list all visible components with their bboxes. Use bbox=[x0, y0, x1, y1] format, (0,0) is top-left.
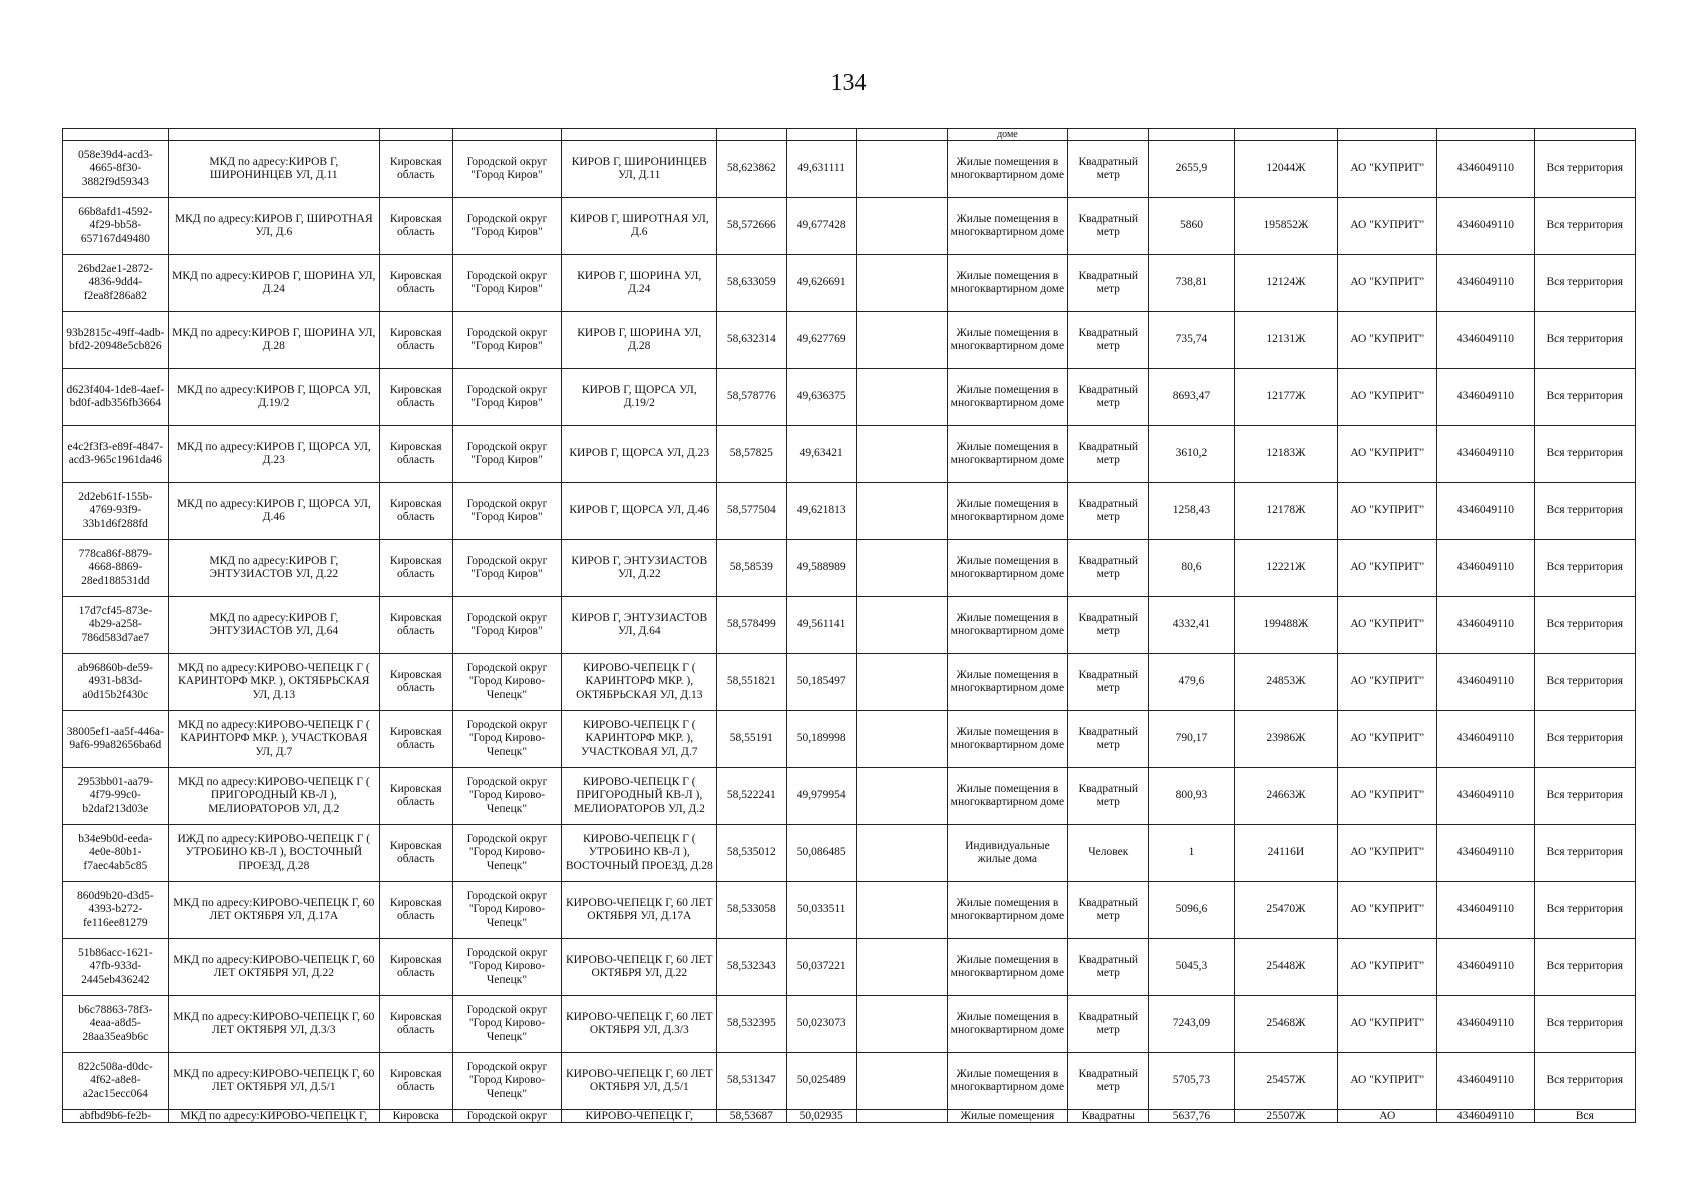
district-cell: Городской округ "Город Киров" bbox=[452, 597, 562, 654]
quantity-cell: 4332,41 bbox=[1149, 597, 1234, 654]
empty-cell bbox=[856, 369, 947, 426]
inn-cell: 4346049110 bbox=[1437, 312, 1534, 369]
quantity-cell: 738,81 bbox=[1149, 255, 1234, 312]
object-type-cell: Жилые помещения bbox=[947, 1110, 1068, 1123]
table-row bbox=[63, 483, 1636, 540]
company-cell: АО "КУПРИТ" bbox=[1338, 141, 1437, 198]
object-id-cell: 2d2eb61f-155b-4769-93f9-33b1d6f288fd bbox=[63, 483, 169, 540]
company-cell: АО bbox=[1338, 1110, 1437, 1123]
account-number-cell: 12131Ж bbox=[1234, 312, 1338, 369]
table-row bbox=[63, 996, 1636, 1053]
registry-body bbox=[63, 129, 1636, 1123]
object-name-cell: МКД по адресу:КИРОВ Г, ЩОРСА УЛ, Д.19/2 bbox=[168, 369, 379, 426]
object-name-cell: ИЖД по адресу:КИРОВО-ЧЕПЕЦК Г ( УТРОБИНО КВ-Л ), ВОСТОЧНЫЙ ПРОЕЗД, Д.28 bbox=[168, 825, 379, 882]
empty-cell bbox=[856, 141, 947, 198]
latitude-cell: 58,53687 bbox=[717, 1110, 786, 1123]
inn-cell: 4346049110 bbox=[1437, 255, 1534, 312]
address-cell: КИРОВО-ЧЕПЕЦК Г, 60 ЛЕТ ОКТЯБРЯ УЛ, Д.17А bbox=[562, 882, 717, 939]
territory-cell: Вся территория bbox=[1534, 996, 1636, 1053]
longitude-cell: 50,185497 bbox=[786, 654, 856, 711]
address-cell: КИРОВО-ЧЕПЕЦК Г, 60 ЛЕТ ОКТЯБРЯ УЛ, Д.22 bbox=[562, 939, 717, 996]
object-name-cell: МКД по адресу:КИРОВ Г, ШОРИНА УЛ, Д.28 bbox=[168, 312, 379, 369]
quantity-cell: 800,93 bbox=[1149, 768, 1234, 825]
unit-cell: Квадратный метр bbox=[1068, 483, 1149, 540]
region-cell: Кировская область bbox=[379, 483, 452, 540]
address-cell: КИРОВО-ЧЕПЕЦК Г ( КАРИНТОРФ МКР. ), ОКТЯБРЬСКАЯ УЛ, Д.13 bbox=[562, 654, 717, 711]
object-name-cell: МКД по адресу:КИРОВ Г, ШИРОНИНЦЕВ УЛ, Д.11 bbox=[168, 141, 379, 198]
object-name-cell: МКД по адресу:КИРОВО-ЧЕПЕЦК Г, 60 ЛЕТ ОКТЯБРЯ УЛ, Д.3/3 bbox=[168, 996, 379, 1053]
object-name-cell: МКД по адресу:КИРОВ Г, ЭНТУЗИАСТОВ УЛ, Д.22 bbox=[168, 540, 379, 597]
latitude-cell: 58,57825 bbox=[717, 426, 786, 483]
object-id-cell: 058e39d4-acd3-4665-8f30-3882f9d59343 bbox=[63, 141, 169, 198]
territory-cell: Вся территория bbox=[1534, 1053, 1636, 1110]
address-cell: КИРОВ Г, ШИРОТНАЯ УЛ, Д.6 bbox=[562, 198, 717, 255]
object-id-cell: d623f404-1de8-4aef-bd0f-adb356fb3664 bbox=[63, 369, 169, 426]
company-cell: АО "КУПРИТ" bbox=[1338, 597, 1437, 654]
empty-cell bbox=[856, 1110, 947, 1123]
company-cell: АО "КУПРИТ" bbox=[1338, 540, 1437, 597]
longitude-cell: 50,037221 bbox=[786, 939, 856, 996]
empty-cell bbox=[856, 426, 947, 483]
district-cell: Городской округ "Город Киров" bbox=[452, 255, 562, 312]
latitude-cell: 58,551821 bbox=[717, 654, 786, 711]
inn-cell: 4346049110 bbox=[1437, 882, 1534, 939]
territory-cell: Вся территория bbox=[1534, 312, 1636, 369]
object-type-cell: Жилые помещения в многоквартирном доме bbox=[947, 882, 1068, 939]
territory-cell: Вся территория bbox=[1534, 141, 1636, 198]
territory-cell: Вся территория bbox=[1534, 825, 1636, 882]
district-cell: Городской округ "Город Киров" bbox=[452, 369, 562, 426]
table-row bbox=[63, 882, 1636, 939]
empty-cell bbox=[856, 825, 947, 882]
object-id-cell: 778ca86f-8879-4668-8869-28ed188531dd bbox=[63, 540, 169, 597]
district-cell: Городской округ "Город Кирово-Чепецк" bbox=[452, 711, 562, 768]
account-number-cell: 24853Ж bbox=[1234, 654, 1338, 711]
latitude-cell: 58,578776 bbox=[717, 369, 786, 426]
district-cell: Городской округ bbox=[452, 1110, 562, 1123]
latitude-cell: 58,535012 bbox=[717, 825, 786, 882]
unit-cell: Квадратны bbox=[1068, 1110, 1149, 1123]
inn-cell: 4346049110 bbox=[1437, 768, 1534, 825]
district-cell: Городской округ "Город Киров" bbox=[452, 483, 562, 540]
longitude-cell: 49,631111 bbox=[786, 141, 856, 198]
object-id-cell: 66b8afd1-4592-4f29-bb58-657167d49480 bbox=[63, 198, 169, 255]
inn-cell: 4346049110 bbox=[1437, 198, 1534, 255]
district-cell: Городской округ "Город Киров" bbox=[452, 426, 562, 483]
object-name-cell: МКД по адресу:КИРОВО-ЧЕПЕЦК Г ( ПРИГОРОДНЫЙ КВ-Л ), МЕЛИОРАТОРОВ УЛ, Д.2 bbox=[168, 768, 379, 825]
region-cell: Кировская область bbox=[379, 198, 452, 255]
region-cell: Кировская область bbox=[379, 711, 452, 768]
table-row bbox=[63, 654, 1636, 711]
object-type-cell: Индивидуальные жилые дома bbox=[947, 825, 1068, 882]
object-type-cell: Жилые помещения в многоквартирном доме bbox=[947, 939, 1068, 996]
territory-cell: Вся территория bbox=[1534, 597, 1636, 654]
object-name-cell: МКД по адресу:КИРОВО-ЧЕПЕЦК Г, 60 ЛЕТ ОКТЯБРЯ УЛ, Д.17А bbox=[168, 882, 379, 939]
object-id-cell: b6c78863-78f3-4eaa-a8d5-28aa35ea9b6c bbox=[63, 996, 169, 1053]
object-type-cell: Жилые помещения в многоквартирном доме bbox=[947, 654, 1068, 711]
object-name-cell: МКД по адресу:КИРОВО-ЧЕПЕЦК Г ( КАРИНТОРФ МКР. ), ОКТЯБРЬСКАЯ УЛ, Д.13 bbox=[168, 654, 379, 711]
object-name-cell: МКД по адресу:КИРОВО-ЧЕПЕЦК Г, 60 ЛЕТ ОКТЯБРЯ УЛ, Д.22 bbox=[168, 939, 379, 996]
company-cell: АО "КУПРИТ" bbox=[1338, 483, 1437, 540]
object-type-cell: Жилые помещения в многоквартирном доме bbox=[947, 141, 1068, 198]
table-row bbox=[63, 939, 1636, 996]
region-cell: Кировская область bbox=[379, 141, 452, 198]
region-cell: Кировская область bbox=[379, 540, 452, 597]
longitude-cell: 50,033511 bbox=[786, 882, 856, 939]
object-id-cell: 26bd2ae1-2872-4836-9dd4-f2ea8f286a82 bbox=[63, 255, 169, 312]
quantity-cell: 2655,9 bbox=[1149, 141, 1234, 198]
latitude-cell: 58,577504 bbox=[717, 483, 786, 540]
table-row bbox=[63, 597, 1636, 654]
account-number-cell: 25457Ж bbox=[1234, 1053, 1338, 1110]
longitude-cell: 50,02935 bbox=[786, 1110, 856, 1123]
territory-cell: Вся территория bbox=[1534, 198, 1636, 255]
inn-cell: 4346049110 bbox=[1437, 711, 1534, 768]
region-cell: Кировская область bbox=[379, 312, 452, 369]
object-name-cell: МКД по адресу:КИРОВО-ЧЕПЕЦК Г, bbox=[168, 1110, 379, 1123]
district-cell: Городской округ "Город Киров" bbox=[452, 312, 562, 369]
territory-cell: Вся территория bbox=[1534, 711, 1636, 768]
account-number-cell: 12178Ж bbox=[1234, 483, 1338, 540]
longitude-cell: 49,627769 bbox=[786, 312, 856, 369]
company-cell: АО "КУПРИТ" bbox=[1338, 882, 1437, 939]
table-row bbox=[63, 711, 1636, 768]
object-name-cell: МКД по адресу:КИРОВ Г, ШИРОТНАЯ УЛ, Д.6 bbox=[168, 198, 379, 255]
table-row bbox=[63, 141, 1636, 198]
territory-cell: Вся bbox=[1534, 1110, 1636, 1123]
empty-cell bbox=[856, 768, 947, 825]
longitude-cell: 49,677428 bbox=[786, 198, 856, 255]
address-cell: КИРОВО-ЧЕПЕЦК Г ( ПРИГОРОДНЫЙ КВ-Л ), МЕЛИОРАТОРОВ УЛ, Д.2 bbox=[562, 768, 717, 825]
address-cell: КИРОВО-ЧЕПЕЦК Г, 60 ЛЕТ ОКТЯБРЯ УЛ, Д.5/1 bbox=[562, 1053, 717, 1110]
account-number-cell: 25507Ж bbox=[1234, 1110, 1338, 1123]
territory-cell: Вся территория bbox=[1534, 939, 1636, 996]
table-row bbox=[63, 825, 1636, 882]
address-cell: КИРОВ Г, ЩОРСА УЛ, Д.19/2 bbox=[562, 369, 717, 426]
region-cell: Кировская область bbox=[379, 768, 452, 825]
account-number-cell: 12183Ж bbox=[1234, 426, 1338, 483]
object-type-cell: Жилые помещения в многоквартирном доме bbox=[947, 996, 1068, 1053]
latitude-cell: 58,55191 bbox=[717, 711, 786, 768]
table-row bbox=[63, 312, 1636, 369]
object-name-cell: МКД по адресу:КИРОВО-ЧЕПЕЦК Г ( КАРИНТОРФ МКР. ), УЧАСТКОВАЯ УЛ, Д.7 bbox=[168, 711, 379, 768]
address-cell: КИРОВ Г, ЭНТУЗИАСТОВ УЛ, Д.22 bbox=[562, 540, 717, 597]
latitude-cell: 58,532343 bbox=[717, 939, 786, 996]
unit-cell: Квадратный метр bbox=[1068, 996, 1149, 1053]
quantity-cell: 479,6 bbox=[1149, 654, 1234, 711]
company-cell: АО "КУПРИТ" bbox=[1338, 255, 1437, 312]
object-type-cell: Жилые помещения в многоквартирном доме bbox=[947, 540, 1068, 597]
empty-cell bbox=[856, 312, 947, 369]
unit-cell: Квадратный метр bbox=[1068, 369, 1149, 426]
longitude-cell: 50,023073 bbox=[786, 996, 856, 1053]
territory-cell: Вся территория bbox=[1534, 540, 1636, 597]
table-row-partial bbox=[63, 1110, 1636, 1123]
object-name-cell: МКД по адресу:КИРОВ Г, ЭНТУЗИАСТОВ УЛ, Д.64 bbox=[168, 597, 379, 654]
district-cell: Городской округ "Город Кирово-Чепецк" bbox=[452, 768, 562, 825]
company-cell: АО "КУПРИТ" bbox=[1338, 654, 1437, 711]
company-cell: АО "КУПРИТ" bbox=[1338, 996, 1437, 1053]
object-type-cell: Жилые помещения в многоквартирном доме bbox=[947, 312, 1068, 369]
table-row bbox=[63, 369, 1636, 426]
object-type-cell: Жилые помещения в многоквартирном доме bbox=[947, 255, 1068, 312]
object-id-cell: e4c2f3f3-e89f-4847-acd3-965c1961da46 bbox=[63, 426, 169, 483]
quantity-cell: 80,6 bbox=[1149, 540, 1234, 597]
longitude-cell: 50,086485 bbox=[786, 825, 856, 882]
quantity-cell: 790,17 bbox=[1149, 711, 1234, 768]
account-number-cell: 25448Ж bbox=[1234, 939, 1338, 996]
region-cell: Кировская область bbox=[379, 426, 452, 483]
region-cell: Кировская область bbox=[379, 654, 452, 711]
object-name-cell: МКД по адресу:КИРОВО-ЧЕПЕЦК Г, 60 ЛЕТ ОКТЯБРЯ УЛ, Д.5/1 bbox=[168, 1053, 379, 1110]
table-row bbox=[63, 426, 1636, 483]
object-id-cell: 38005ef1-aa5f-446a-9af6-99a82656ba6d bbox=[63, 711, 169, 768]
inn-cell: 4346049110 bbox=[1437, 654, 1534, 711]
object-id-cell: ab96860b-de59-4931-b83d-a0d15b2f430c bbox=[63, 654, 169, 711]
empty-cell bbox=[856, 711, 947, 768]
quantity-cell: 1 bbox=[1149, 825, 1234, 882]
object-type-cell: Жилые помещения в многоквартирном доме bbox=[947, 597, 1068, 654]
region-cell: Кировская область bbox=[379, 369, 452, 426]
empty-cell bbox=[856, 882, 947, 939]
district-cell: Городской округ "Город Кирово-Чепецк" bbox=[452, 882, 562, 939]
address-cell: КИРОВ Г, ЭНТУЗИАСТОВ УЛ, Д.64 bbox=[562, 597, 717, 654]
quantity-cell: 3610,2 bbox=[1149, 426, 1234, 483]
latitude-cell: 58,58539 bbox=[717, 540, 786, 597]
registry-table bbox=[62, 128, 1636, 1123]
unit-cell: Квадратный метр bbox=[1068, 198, 1149, 255]
table-row bbox=[63, 198, 1636, 255]
latitude-cell: 58,572666 bbox=[717, 198, 786, 255]
longitude-cell: 49,588989 bbox=[786, 540, 856, 597]
company-cell: АО "КУПРИТ" bbox=[1338, 711, 1437, 768]
object-id-cell: 17d7cf45-873e-4b29-a258-786d583d7ae7 bbox=[63, 597, 169, 654]
quantity-cell: 1258,43 bbox=[1149, 483, 1234, 540]
account-number-cell: 24663Ж bbox=[1234, 768, 1338, 825]
address-cell: КИРОВ Г, ШИРОНИНЦЕВ УЛ, Д.11 bbox=[562, 141, 717, 198]
object-id-cell: 822c508a-d0dc-4f62-a8e8-a2ac15ecc064 bbox=[63, 1053, 169, 1110]
object-type-cell: Жилые помещения в многоквартирном доме bbox=[947, 198, 1068, 255]
district-cell: Городской округ "Город Киров" bbox=[452, 198, 562, 255]
empty-cell bbox=[856, 198, 947, 255]
empty-cell bbox=[856, 654, 947, 711]
company-cell: АО "КУПРИТ" bbox=[1338, 426, 1437, 483]
territory-cell: Вся территория bbox=[1534, 255, 1636, 312]
address-cell: КИРОВО-ЧЕПЕЦК Г ( КАРИНТОРФ МКР. ), УЧАСТКОВАЯ УЛ, Д.7 bbox=[562, 711, 717, 768]
region-cell: Кировская область bbox=[379, 939, 452, 996]
account-number-cell: 199488Ж bbox=[1234, 597, 1338, 654]
unit-cell: Квадратный метр bbox=[1068, 1053, 1149, 1110]
address-cell: КИРОВ Г, ШОРИНА УЛ, Д.24 bbox=[562, 255, 717, 312]
longitude-cell: 50,025489 bbox=[786, 1053, 856, 1110]
company-cell: АО "КУПРИТ" bbox=[1338, 369, 1437, 426]
inn-cell: 4346049110 bbox=[1437, 1110, 1534, 1123]
object-id-cell: b34e9b0d-eeda-4e0e-80b1-f7aec4ab5c85 bbox=[63, 825, 169, 882]
quantity-cell: 735,74 bbox=[1149, 312, 1234, 369]
unit-cell: Квадратный метр bbox=[1068, 768, 1149, 825]
district-cell: Городской округ "Город Кирово-Чепецк" bbox=[452, 939, 562, 996]
territory-cell: Вся территория bbox=[1534, 882, 1636, 939]
unit-cell: Квадратный метр bbox=[1068, 882, 1149, 939]
quantity-cell: 5705,73 bbox=[1149, 1053, 1234, 1110]
address-cell: КИРОВО-ЧЕПЕЦК Г, 60 ЛЕТ ОКТЯБРЯ УЛ, Д.3/3 bbox=[562, 996, 717, 1053]
object-type-cell: Жилые помещения в многоквартирном доме bbox=[947, 1053, 1068, 1110]
unit-cell: Квадратный метр bbox=[1068, 426, 1149, 483]
longitude-cell: 49,979954 bbox=[786, 768, 856, 825]
unit-cell: Человек bbox=[1068, 825, 1149, 882]
quantity-cell: 8693,47 bbox=[1149, 369, 1234, 426]
district-cell: Городской округ "Город Кирово-Чепецк" bbox=[452, 1053, 562, 1110]
object-name-cell: МКД по адресу:КИРОВ Г, ЩОРСА УЛ, Д.23 bbox=[168, 426, 379, 483]
page-number: 134 bbox=[830, 70, 867, 96]
object-name-cell: МКД по адресу:КИРОВ Г, ЩОРСА УЛ, Д.46 bbox=[168, 483, 379, 540]
region-cell: Кировская область bbox=[379, 597, 452, 654]
unit-cell: Квадратный метр bbox=[1068, 939, 1149, 996]
object-type-cell: Жилые помещения в многоквартирном доме bbox=[947, 426, 1068, 483]
object-id-cell: 93b2815c-49ff-4adb-bfd2-20948e5cb826 bbox=[63, 312, 169, 369]
region-cell: Кировская область bbox=[379, 882, 452, 939]
empty-cell bbox=[856, 255, 947, 312]
company-cell: АО "КУПРИТ" bbox=[1338, 198, 1437, 255]
table-row bbox=[63, 255, 1636, 312]
address-cell: КИРОВО-ЧЕПЕЦК Г, bbox=[562, 1110, 717, 1123]
latitude-cell: 58,522241 bbox=[717, 768, 786, 825]
territory-cell: Вся территория bbox=[1534, 768, 1636, 825]
longitude-cell: 49,63421 bbox=[786, 426, 856, 483]
account-number-cell: 25470Ж bbox=[1234, 882, 1338, 939]
inn-cell: 4346049110 bbox=[1437, 597, 1534, 654]
district-cell: Городской округ "Город Кирово-Чепецк" bbox=[452, 654, 562, 711]
quantity-cell: 5860 bbox=[1149, 198, 1234, 255]
latitude-cell: 58,532395 bbox=[717, 996, 786, 1053]
territory-cell: Вся территория bbox=[1534, 426, 1636, 483]
address-cell: КИРОВО-ЧЕПЕЦК Г ( УТРОБИНО КВ-Л ), ВОСТОЧНЫЙ ПРОЕЗД, Д.28 bbox=[562, 825, 717, 882]
region-cell: Кировская область bbox=[379, 255, 452, 312]
longitude-cell: 49,636375 bbox=[786, 369, 856, 426]
company-cell: АО "КУПРИТ" bbox=[1338, 1053, 1437, 1110]
longitude-cell: 49,621813 bbox=[786, 483, 856, 540]
region-cell: Кировская область bbox=[379, 996, 452, 1053]
empty-cell bbox=[856, 540, 947, 597]
inn-cell: 4346049110 bbox=[1437, 426, 1534, 483]
empty-cell bbox=[856, 1053, 947, 1110]
latitude-cell: 58,533058 bbox=[717, 882, 786, 939]
company-cell: АО "КУПРИТ" bbox=[1338, 768, 1437, 825]
table-row bbox=[63, 768, 1636, 825]
object-id-cell: 2953bb01-aa79-4f79-99c0-b2daf213d03e bbox=[63, 768, 169, 825]
inn-cell: 4346049110 bbox=[1437, 141, 1534, 198]
continued-row bbox=[63, 129, 1636, 141]
object-type-cell: Жилые помещения в многоквартирном доме bbox=[947, 369, 1068, 426]
inn-cell: 4346049110 bbox=[1437, 996, 1534, 1053]
unit-cell: Квадратный метр bbox=[1068, 597, 1149, 654]
account-number-cell: 12044Ж bbox=[1234, 141, 1338, 198]
account-number-cell: 12177Ж bbox=[1234, 369, 1338, 426]
district-cell: Городской округ "Город Киров" bbox=[452, 141, 562, 198]
empty-cell bbox=[856, 939, 947, 996]
unit-cell: Квадратный метр bbox=[1068, 711, 1149, 768]
account-number-cell: 23986Ж bbox=[1234, 711, 1338, 768]
unit-cell: Квадратный метр bbox=[1068, 654, 1149, 711]
quantity-cell: 7243,09 bbox=[1149, 996, 1234, 1053]
unit-cell: Квадратный метр bbox=[1068, 540, 1149, 597]
address-cell: КИРОВ Г, ЩОРСА УЛ, Д.46 bbox=[562, 483, 717, 540]
quantity-cell: 5045,3 bbox=[1149, 939, 1234, 996]
district-cell: Городской округ "Город Киров" bbox=[452, 540, 562, 597]
longitude-cell: 49,561141 bbox=[786, 597, 856, 654]
account-number-cell: 195852Ж bbox=[1234, 198, 1338, 255]
unit-cell: Квадратный метр bbox=[1068, 141, 1149, 198]
unit-cell: Квадратный метр bbox=[1068, 312, 1149, 369]
table-row bbox=[63, 1053, 1636, 1110]
inn-cell: 4346049110 bbox=[1437, 369, 1534, 426]
latitude-cell: 58,632314 bbox=[717, 312, 786, 369]
territory-cell: Вся территория bbox=[1534, 654, 1636, 711]
account-number-cell: 12221Ж bbox=[1234, 540, 1338, 597]
empty-cell bbox=[856, 483, 947, 540]
inn-cell: 4346049110 bbox=[1437, 1053, 1534, 1110]
object-type-cell: Жилые помещения в многоквартирном доме bbox=[947, 711, 1068, 768]
longitude-cell: 50,189998 bbox=[786, 711, 856, 768]
company-cell: АО "КУПРИТ" bbox=[1338, 825, 1437, 882]
object-name-cell: МКД по адресу:КИРОВ Г, ШОРИНА УЛ, Д.24 bbox=[168, 255, 379, 312]
territory-cell: Вся территория bbox=[1534, 483, 1636, 540]
inn-cell: 4346049110 bbox=[1437, 939, 1534, 996]
latitude-cell: 58,578499 bbox=[717, 597, 786, 654]
empty-cell bbox=[856, 996, 947, 1053]
latitude-cell: 58,531347 bbox=[717, 1053, 786, 1110]
account-number-cell: 12124Ж bbox=[1234, 255, 1338, 312]
inn-cell: 4346049110 bbox=[1437, 540, 1534, 597]
object-id-cell: abfbd9b6-fe2b- bbox=[63, 1110, 169, 1123]
table-row bbox=[63, 540, 1636, 597]
object-id-cell: 51b86acc-1621-47fb-933d-2445eb436242 bbox=[63, 939, 169, 996]
inn-cell: 4346049110 bbox=[1437, 825, 1534, 882]
object-type-cell: Жилые помещения в многоквартирном доме bbox=[947, 483, 1068, 540]
territory-cell: Вся территория bbox=[1534, 369, 1636, 426]
empty-cell bbox=[856, 597, 947, 654]
address-cell: КИРОВ Г, ЩОРСА УЛ, Д.23 bbox=[562, 426, 717, 483]
longitude-cell: 49,626691 bbox=[786, 255, 856, 312]
company-cell: АО "КУПРИТ" bbox=[1338, 939, 1437, 996]
region-cell: Кировская область bbox=[379, 825, 452, 882]
address-cell: КИРОВ Г, ШОРИНА УЛ, Д.28 bbox=[562, 312, 717, 369]
object-type-cell: Жилые помещения в многоквартирном доме bbox=[947, 768, 1068, 825]
region-cell: Кировска bbox=[379, 1110, 452, 1123]
district-cell: Городской округ "Город Кирово-Чепецк" bbox=[452, 996, 562, 1053]
quantity-cell: 5096,6 bbox=[1149, 882, 1234, 939]
account-number-cell: 25468Ж bbox=[1234, 996, 1338, 1053]
object-id-cell: 860d9b20-d3d5-4393-b272-fe116ee81279 bbox=[63, 882, 169, 939]
company-cell: АО "КУПРИТ" bbox=[1338, 312, 1437, 369]
latitude-cell: 58,623862 bbox=[717, 141, 786, 198]
region-cell: Кировская область bbox=[379, 1053, 452, 1110]
quantity-cell: 5637,76 bbox=[1149, 1110, 1234, 1123]
inn-cell: 4346049110 bbox=[1437, 483, 1534, 540]
continued-type-fragment: доме bbox=[947, 129, 1068, 141]
unit-cell: Квадратный метр bbox=[1068, 255, 1149, 312]
account-number-cell: 24116И bbox=[1234, 825, 1338, 882]
district-cell: Городской округ "Город Кирово-Чепецк" bbox=[452, 825, 562, 882]
latitude-cell: 58,633059 bbox=[717, 255, 786, 312]
